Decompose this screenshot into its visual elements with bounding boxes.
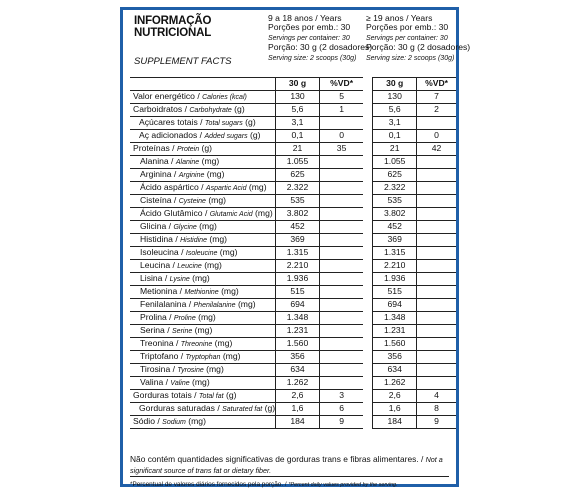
amount-children: 369	[276, 233, 320, 246]
amount-adults: 130	[373, 90, 417, 103]
dv-children: 9	[319, 415, 363, 428]
nutrient-name-pt: Lisina /	[140, 272, 170, 283]
dv-children	[319, 220, 363, 233]
dv-adults	[417, 116, 456, 129]
dv-note-pt: *Percentual de valores diários fornecidos pela porção. /	[130, 481, 289, 488]
nutrient-unit: (mg)	[212, 337, 233, 348]
servings-per-container: Porções por emb.: 30	[268, 22, 351, 33]
age-range-en: Years	[319, 13, 342, 23]
dv-adults	[417, 207, 456, 220]
amount-children: 2.322	[276, 181, 320, 194]
amount-adults: 184	[373, 415, 417, 428]
nutrient-name-pt: Gorduras saturadas /	[139, 402, 223, 413]
table-row	[130, 324, 456, 337]
nutrient-name-pt: Açúcares totais /	[139, 116, 205, 127]
amount-adults: 1.231	[373, 324, 417, 337]
dv-children: 3	[319, 389, 363, 402]
dv-adults	[417, 311, 456, 324]
dv-adults	[417, 259, 456, 272]
nutrient-name-pt: Aç adicionados /	[139, 129, 205, 140]
amount-adults: 2,6	[373, 389, 417, 402]
nutrient-unit: (mg)	[196, 220, 217, 231]
nutrient-unit: (g)	[223, 389, 237, 400]
column-gap	[363, 155, 373, 168]
nutrient-name	[130, 90, 276, 103]
nutrient-name-en: Serine	[172, 327, 193, 335]
table-row	[130, 207, 456, 220]
amount-children: 3.802	[276, 207, 320, 220]
nutrient-name-en: Calories (kcal)	[202, 93, 247, 101]
nutrient-unit: (mg)	[192, 324, 213, 335]
table-row	[130, 389, 456, 402]
column-gap	[363, 220, 373, 233]
amount-adults: 3,1	[373, 116, 417, 129]
dv-children	[319, 194, 363, 207]
nutrient-name-pt: Isoleucina /	[140, 246, 186, 257]
title-line-1: INFORMAÇÃO	[134, 15, 212, 27]
amount-adults: 515	[373, 285, 417, 298]
nutrient-unit: (mg)	[235, 298, 256, 309]
amount-header-children: 30 g	[276, 78, 320, 91]
nutrient-rows	[130, 90, 456, 428]
dv-adults	[417, 337, 456, 350]
dv-adults: 8	[417, 402, 456, 415]
column-gap	[363, 298, 373, 311]
nutrient-name-pt: Treonina /	[140, 337, 181, 348]
nutrient-name-en: Tyrosine	[177, 366, 204, 374]
column-gap	[363, 129, 373, 142]
nutrient-name	[130, 155, 276, 168]
dv-children	[319, 376, 363, 389]
nutrient-unit: (mg)	[195, 311, 216, 322]
nutrient-name	[130, 194, 276, 207]
nutrient-unit: (g)	[247, 129, 261, 140]
table-row	[130, 298, 456, 311]
dv-children	[319, 233, 363, 246]
column-gap	[363, 181, 373, 194]
nutrient-unit: (mg)	[217, 246, 238, 257]
amount-header-adults: 30 g	[373, 78, 417, 91]
dv-children	[319, 337, 363, 350]
dv-children: 0	[319, 129, 363, 142]
column-gap	[363, 415, 373, 428]
nutrient-name-pt: Arginina /	[140, 168, 179, 179]
amount-adults: 3.802	[373, 207, 417, 220]
age-range-en: Years	[410, 13, 433, 23]
nutrient-name-en: Histidine	[180, 236, 207, 244]
dv-children	[319, 298, 363, 311]
dv-children	[319, 350, 363, 363]
dv-children: 1	[319, 103, 363, 116]
dv-header-adults: %VD*	[417, 78, 456, 91]
nutrient-unit: (mg)	[252, 207, 273, 218]
nutrient-name-pt: Serina /	[140, 324, 173, 335]
nutrient-name-pt: Tirosina /	[140, 363, 178, 374]
column-gap	[363, 324, 373, 337]
amount-adults: 634	[373, 363, 417, 376]
amount-adults: 356	[373, 350, 417, 363]
nutrient-name	[130, 389, 276, 402]
amount-children: 452	[276, 220, 320, 233]
table-row	[130, 311, 456, 324]
table-row	[130, 220, 456, 233]
serving-size: Porção: 30 g (2 dosadores)	[366, 42, 471, 53]
nutrient-unit: (g)	[242, 116, 256, 127]
dv-header-children: %VD*	[319, 78, 363, 91]
nutrient-name-pt: Prolina /	[140, 311, 174, 322]
nutrient-name	[130, 337, 276, 350]
nutrient-header	[130, 78, 276, 91]
dv-adults: 0	[417, 129, 456, 142]
nutrient-name-en: Protein	[176, 145, 200, 153]
amount-adults: 694	[373, 298, 417, 311]
amount-adults: 369	[373, 233, 417, 246]
amount-children: 0,1	[276, 129, 320, 142]
column-gap	[363, 207, 373, 220]
column-gap	[363, 116, 373, 129]
dv-adults	[417, 298, 456, 311]
table-row	[130, 142, 456, 155]
amount-adults: 2.322	[373, 181, 417, 194]
nutrient-name-pt: Sódio /	[133, 415, 163, 426]
dv-children	[319, 116, 363, 129]
column-gap	[363, 246, 373, 259]
table-row	[130, 272, 456, 285]
nutrient-name	[130, 350, 276, 363]
nutrient-name-en: Arginine	[178, 171, 205, 179]
amount-children: 694	[276, 298, 320, 311]
nutrient-name-en: Glutamic Acid	[209, 210, 253, 218]
nutrient-name-pt: Ácido aspártico /	[140, 181, 206, 192]
nutrient-unit: (mg)	[204, 168, 225, 179]
dv-adults	[417, 272, 456, 285]
nutrient-name-en: Total fat	[198, 392, 224, 400]
dv-adults	[417, 285, 456, 298]
dv-adults: 42	[417, 142, 456, 155]
nutrient-unit: (mg)	[205, 194, 226, 205]
nutrient-name-en: Added sugars	[204, 132, 248, 140]
dv-adults: 4	[417, 389, 456, 402]
servings-per-container-en: Servings per container: 30	[268, 34, 350, 42]
amount-children: 1.348	[276, 311, 320, 324]
dv-adults	[417, 194, 456, 207]
dv-children	[319, 311, 363, 324]
dv-children: 5	[319, 90, 363, 103]
nutrient-unit: (g)	[262, 402, 276, 413]
nutrient-unit: (mg)	[246, 181, 267, 192]
nutrient-name	[130, 285, 276, 298]
nutrient-name-pt: Metionina /	[140, 285, 185, 296]
table-header-row	[130, 78, 456, 91]
amount-children: 356	[276, 350, 320, 363]
nutrient-name	[130, 207, 276, 220]
amount-adults: 1,6	[373, 402, 417, 415]
column-gap	[363, 194, 373, 207]
column-gap	[363, 363, 373, 376]
dv-children	[319, 272, 363, 285]
nutrient-name-en: Valine	[170, 379, 190, 387]
title-line-2: NUTRICIONAL	[134, 27, 212, 39]
nutrient-unit: (mg)	[189, 376, 210, 387]
nutrient-name	[130, 220, 276, 233]
column-gap	[363, 168, 373, 181]
nutrient-name-en: Leucine	[177, 262, 202, 270]
amount-adults: 5,6	[373, 103, 417, 116]
nutrient-name	[130, 181, 276, 194]
amount-children: 2,6	[276, 389, 320, 402]
dv-adults: 7	[417, 90, 456, 103]
footnote-daily-values	[130, 479, 398, 491]
column-gap	[363, 285, 373, 298]
amount-children: 634	[276, 363, 320, 376]
column-gap	[363, 311, 373, 324]
amount-children: 3,1	[276, 116, 320, 129]
nutrient-name-pt: Proteínas /	[133, 142, 177, 153]
nutrition-table	[130, 77, 456, 429]
serving-size-en: Serving size: 2 scoops (30g)	[268, 54, 357, 62]
column-gap	[363, 389, 373, 402]
dv-adults	[417, 220, 456, 233]
dv-adults	[417, 376, 456, 389]
table-row	[130, 155, 456, 168]
table-row	[130, 233, 456, 246]
nutrient-name-pt: Valina /	[140, 376, 171, 387]
column-gap	[363, 337, 373, 350]
dv-children	[319, 363, 363, 376]
nutrient-name-en: Threonine	[180, 340, 213, 348]
amount-adults: 1.262	[373, 376, 417, 389]
table-row	[130, 350, 456, 363]
amount-adults: 1.936	[373, 272, 417, 285]
column-gap	[363, 259, 373, 272]
column-gap	[363, 402, 373, 415]
nutrient-unit: (mg)	[206, 233, 228, 244]
nutrient-name	[130, 376, 276, 389]
nutrient-name	[130, 168, 276, 181]
column-gap	[363, 272, 373, 285]
table-row	[130, 363, 456, 376]
table-row	[130, 194, 456, 207]
table-row	[130, 285, 456, 298]
dv-adults	[417, 350, 456, 363]
nutrient-name-pt: Alanina /	[140, 155, 176, 166]
nutrient-unit: (mg)	[203, 363, 224, 374]
nutrient-unit: (mg)	[220, 350, 241, 361]
column-gap	[363, 90, 373, 103]
nutrient-name	[130, 142, 276, 155]
nutrient-name	[130, 129, 276, 142]
nutrient-name-en: Sodium	[162, 418, 186, 426]
nutrient-name	[130, 259, 276, 272]
label-header	[123, 10, 471, 76]
nutrient-unit: (mg)	[218, 285, 239, 296]
footnote-divider	[130, 476, 449, 477]
nutrient-name-pt: Leucina /	[140, 259, 178, 270]
dv-adults	[417, 324, 456, 337]
amount-children: 5,6	[276, 103, 320, 116]
table-row	[130, 116, 456, 129]
column-gap	[363, 350, 373, 363]
amount-children: 1.055	[276, 155, 320, 168]
dv-children	[319, 207, 363, 220]
dv-children: 6	[319, 402, 363, 415]
amount-adults: 1.348	[373, 311, 417, 324]
footnote-en: Not a significant source of trans fat or dietary fiber.	[130, 455, 443, 475]
column-header-children	[268, 14, 372, 63]
table-row	[130, 402, 456, 415]
dv-children	[319, 324, 363, 337]
dv-adults	[417, 168, 456, 181]
amount-children: 1,6	[276, 402, 320, 415]
amount-children: 1.315	[276, 246, 320, 259]
column-gap	[363, 233, 373, 246]
amount-children: 130	[276, 90, 320, 103]
nutrient-name-pt: Valor energético /	[133, 90, 203, 101]
nutrient-name-en: Isoleucine	[185, 249, 218, 257]
amount-children: 535	[276, 194, 320, 207]
nutrient-unit: (g)	[231, 103, 245, 114]
nutrient-name-en: Phenilalanine	[193, 301, 236, 309]
amount-children: 2.210	[276, 259, 320, 272]
nutrient-name	[130, 415, 276, 428]
nutrient-name	[130, 324, 276, 337]
dv-children	[319, 259, 363, 272]
table-row	[130, 337, 456, 350]
nutrient-name	[130, 272, 276, 285]
dv-note-en: *Percent daily values provided by the serving.	[288, 482, 398, 488]
column-gap	[363, 103, 373, 116]
nutrient-name	[130, 233, 276, 246]
nutrition-facts-panel	[120, 7, 471, 488]
amount-children: 1.560	[276, 337, 320, 350]
amount-adults: 1.560	[373, 337, 417, 350]
table-row	[130, 415, 456, 428]
nutrient-unit: (mg)	[189, 272, 210, 283]
dv-adults	[417, 233, 456, 246]
dv-adults	[417, 155, 456, 168]
table-row	[130, 181, 456, 194]
nutrient-name	[130, 363, 276, 376]
age-range-pt: 9 a 18 anos /	[268, 13, 320, 23]
dv-adults	[417, 246, 456, 259]
nutrient-unit: (mg)	[185, 415, 206, 426]
nutrient-name	[130, 402, 276, 415]
nutrient-name-en: Lysine	[169, 275, 190, 283]
table-row	[130, 168, 456, 181]
footnote-trans-fat	[130, 454, 450, 476]
dv-children	[319, 246, 363, 259]
nutrient-name-en: Proline	[173, 314, 196, 322]
nutrient-name-en: Tryptophan	[185, 353, 221, 361]
nutrient-name-pt: Cisteína /	[140, 194, 179, 205]
amount-children: 1.231	[276, 324, 320, 337]
nutrient-name-en: Methionine	[184, 288, 219, 296]
nutrient-name	[130, 246, 276, 259]
amount-children: 515	[276, 285, 320, 298]
nutrient-name-pt: Gorduras totais /	[133, 389, 199, 400]
amount-adults: 1.055	[373, 155, 417, 168]
nutrient-name	[130, 311, 276, 324]
table-row	[130, 259, 456, 272]
amount-adults: 1.315	[373, 246, 417, 259]
dv-adults	[417, 181, 456, 194]
dv-children	[319, 285, 363, 298]
column-header-adults	[366, 14, 470, 63]
amount-adults: 21	[373, 142, 417, 155]
nutrient-name-en: Cysteine	[178, 197, 206, 205]
amount-adults: 535	[373, 194, 417, 207]
nutrient-name-pt: Carboidratos /	[133, 103, 190, 114]
column-gap	[363, 142, 373, 155]
dv-adults: 9	[417, 415, 456, 428]
amount-adults: 0,1	[373, 129, 417, 142]
dv-children	[319, 155, 363, 168]
nutrient-unit: (g)	[199, 142, 213, 153]
label-subtitle: SUPPLEMENT FACTS	[134, 56, 232, 67]
column-gap	[363, 78, 373, 91]
nutrient-name	[130, 298, 276, 311]
dv-children	[319, 181, 363, 194]
table-row	[130, 129, 456, 142]
nutrient-name	[130, 116, 276, 129]
serving-size-en: Serving size: 2 scoops (30g)	[366, 54, 455, 62]
nutrient-name-en: Total sugars	[204, 119, 243, 127]
nutrient-name-pt: Fenilalanina /	[140, 298, 194, 309]
amount-children: 21	[276, 142, 320, 155]
table-row	[130, 90, 456, 103]
servings-per-container: Porções por emb.: 30	[366, 22, 449, 33]
amount-adults: 625	[373, 168, 417, 181]
footnote-pt: Não contém quantidades significativas de gorduras trans e fibras alimentares. /	[130, 454, 426, 464]
table-row	[130, 103, 456, 116]
nutrient-name-en: Aspartic Acid	[205, 184, 247, 192]
nutrient-unit: (mg)	[199, 155, 220, 166]
nutrient-name	[130, 103, 276, 116]
amount-children: 184	[276, 415, 320, 428]
table-row	[130, 246, 456, 259]
nutrient-name-en: Saturated fat	[222, 405, 263, 413]
serving-size: Porção: 30 g (2 dosadores)	[268, 42, 373, 53]
column-gap	[363, 376, 373, 389]
table-row	[130, 376, 456, 389]
nutrient-unit: (mg)	[201, 259, 222, 270]
dv-children	[319, 168, 363, 181]
nutrient-name-pt: Ácido Glutâmico /	[140, 207, 210, 218]
nutrient-name-en: Carbohydrate	[189, 106, 232, 114]
nutrient-name-en: Alanine	[175, 158, 200, 166]
nutrient-name-pt: Triptofano /	[140, 350, 186, 361]
dv-adults: 2	[417, 103, 456, 116]
amount-adults: 2.210	[373, 259, 417, 272]
amount-adults: 452	[373, 220, 417, 233]
amount-children: 1.262	[276, 376, 320, 389]
amount-children: 1.936	[276, 272, 320, 285]
dv-adults	[417, 363, 456, 376]
dv-children: 35	[319, 142, 363, 155]
amount-children: 625	[276, 168, 320, 181]
nutrient-name-en: Glycine	[173, 223, 197, 231]
servings-per-container-en: Servings per container: 30	[366, 34, 448, 42]
age-range-pt: ≥ 19 anos /	[366, 13, 411, 23]
nutrient-name-pt: Glicina /	[140, 220, 174, 231]
label-title	[134, 15, 211, 39]
nutrient-name-pt: Histidina /	[140, 233, 181, 244]
